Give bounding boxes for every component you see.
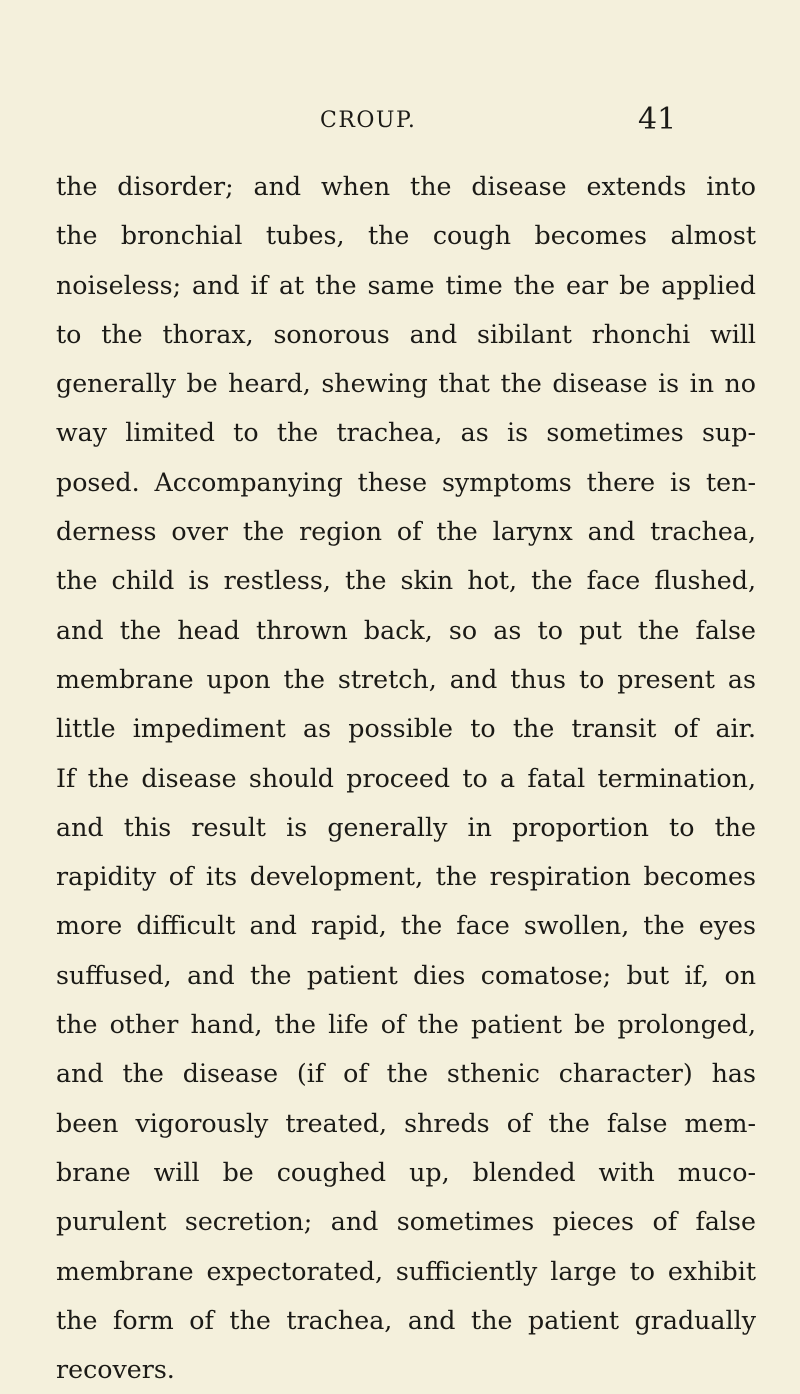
- text-line: noiseless; and if at the same time the ear be applied: [56, 270, 756, 300]
- text-line: little impediment as possible to the transit of air.: [56, 714, 756, 744]
- text-line: purulent secretion; and sometimes pieces of false: [56, 1207, 756, 1237]
- text-line: membrane expectorated, sufficiently large to exhibit: [56, 1256, 756, 1286]
- page-number: 41: [638, 102, 677, 137]
- text-line: and the disease (if of the sthenic character) has: [56, 1059, 756, 1089]
- running-head: [0, 104, 800, 144]
- text-line: way limited to the trachea, as is sometimes sup-: [56, 418, 756, 448]
- text-line: generally be heard, shewing that the disease is in no: [56, 369, 756, 399]
- body-text: [56, 162, 756, 1394]
- text-line: recovers.: [56, 1355, 175, 1385]
- text-line: more difficult and rapid, the face swollen, the eyes: [56, 911, 756, 941]
- text-line: the child is restless, the skin hot, the face flushed,: [56, 566, 756, 596]
- text-line: to the thorax, sonorous and sibilant rhonchi will: [56, 319, 756, 349]
- text-line: rapidity of its development, the respiration becomes: [56, 862, 756, 892]
- text-line: posed. Accompanying these symptoms there is ten-: [56, 467, 756, 497]
- text-line: membrane upon the stretch, and thus to present as: [56, 664, 756, 694]
- text-line: suffused, and the patient dies comatose; but if, on: [56, 960, 756, 990]
- text-line: the disorder; and when the disease extends into: [56, 172, 756, 201]
- text-line: the form of the trachea, and the patient gradually: [56, 1305, 756, 1335]
- text-line: brane will be coughed up, blended with muco-: [56, 1157, 756, 1187]
- text-line: the bronchial tubes, the cough becomes almost: [56, 221, 756, 251]
- text-line: and this result is generally in proportion to the: [56, 812, 756, 842]
- running-title: CROUP.: [320, 108, 417, 133]
- text-line: derness over the region of the larynx and trachea,: [56, 517, 756, 547]
- text-line: been vigorously treated, shreds of the false mem-: [56, 1108, 756, 1138]
- text-line: If the disease should proceed to a fatal termination,: [56, 763, 756, 793]
- text-line: the other hand, the life of the patient be prolonged,: [56, 1010, 756, 1040]
- text-line: and the head thrown back, so as to put the false: [56, 615, 756, 645]
